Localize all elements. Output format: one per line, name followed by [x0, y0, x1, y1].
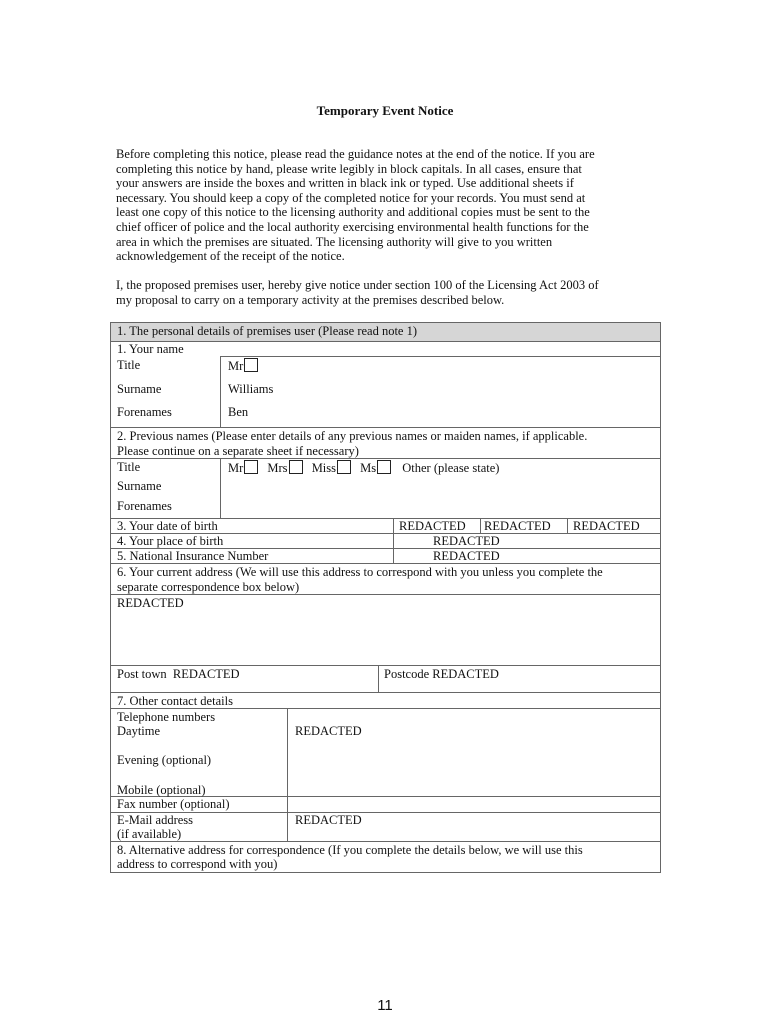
rule [110, 341, 661, 342]
intro-line: acknowledgement of the receipt of the notice. [116, 249, 345, 264]
dob-day[interactable]: REDACTED [399, 519, 466, 533]
postcode-value[interactable]: REDACTED [432, 667, 499, 681]
nin-label: 5. National Insurance Number [117, 549, 269, 563]
rule [660, 322, 661, 873]
address-value[interactable]: REDACTED [117, 596, 184, 610]
previous-forenames-label: Forenames [117, 499, 172, 513]
rule [220, 356, 221, 427]
rule [220, 458, 221, 518]
intro-line: area in which the premises are situated. The licensing authority will give to you written [116, 234, 553, 249]
rule [287, 708, 288, 841]
rule [220, 356, 661, 357]
intro-line: necessary. You should keep a copy of the completed notice for your records. You must send at [116, 190, 586, 205]
rule [110, 841, 661, 842]
rule [378, 665, 379, 692]
alt-address-note: address to correspond with you) [117, 857, 278, 871]
other-label: Other (please state) [402, 461, 500, 475]
ms-label: Ms [360, 461, 377, 475]
daytime-value[interactable]: REDACTED [295, 724, 362, 738]
mr-label: Mr [228, 461, 244, 475]
document-title: Temporary Event Notice [316, 103, 454, 118]
address-label: 6. Your current address (We will use this address to correspond with you unless you complete the [117, 565, 603, 579]
rule [567, 518, 568, 533]
declaration-line: I, the proposed premises user, hereby give notice under section 100 of the Licensing Act 2003 of [116, 278, 599, 292]
alt-address-label: 8. Alternative address for correspondence (If you complete the details below, we will use this [117, 843, 583, 857]
rule [110, 322, 661, 323]
forenames-value[interactable]: Ben [228, 405, 249, 419]
miss-checkbox[interactable] [337, 460, 351, 474]
rule [110, 322, 111, 873]
email-value[interactable]: REDACTED [295, 813, 362, 827]
dob-month[interactable]: REDACTED [484, 519, 551, 533]
previous-names-note: Please continue on a separate sheet if necessary) [117, 444, 359, 458]
rule [110, 692, 661, 693]
postcode-label: Postcode [384, 667, 430, 681]
nin-value[interactable]: REDACTED [433, 549, 500, 563]
mobile-label: Mobile (optional) [117, 783, 206, 797]
email-note: (if available) [117, 827, 182, 841]
previous-names-label: 2. Previous names (Please enter details of any previous names or maiden names, if applicable. [117, 429, 588, 443]
mr-label: Mr [228, 359, 244, 373]
intro-line: chief officer of police and the local authority exercising environmental health functions for the [116, 219, 589, 234]
dob-year[interactable]: REDACTED [573, 519, 640, 533]
mr-checkbox[interactable] [244, 460, 258, 474]
surname-label: Surname [117, 382, 162, 396]
section1-header: 1. The personal details of premises user (Please read note 1) [117, 324, 418, 338]
declaration-paragraph [116, 278, 656, 307]
dob-label: 3. Your date of birth [117, 519, 218, 533]
title-label: Title [117, 358, 141, 372]
mrs-checkbox[interactable] [289, 460, 303, 474]
intro-paragraph [116, 147, 656, 264]
previous-title-label: Title [117, 460, 141, 474]
rule [110, 563, 661, 564]
rule [480, 518, 481, 533]
mrs-label: Mrs [267, 461, 288, 475]
pob-value[interactable]: REDACTED [433, 534, 500, 548]
rule [110, 665, 661, 666]
post-town-value[interactable]: REDACTED [172, 667, 240, 681]
ms-checkbox[interactable] [377, 460, 391, 474]
intro-line: least one copy of this notice to the licensing authority and additional copies must be sent to the [116, 205, 590, 220]
email-label: E-Mail address [117, 813, 194, 827]
intro-line: Before completing this notice, please read the guidance notes at the end of the notice. If you are [116, 147, 595, 161]
post-town-label: Post town [117, 667, 167, 681]
rule [110, 872, 661, 873]
mr-checkbox[interactable] [244, 358, 258, 372]
address-note: separate correspondence box below) [117, 580, 300, 594]
previous-title-options [228, 460, 499, 475]
post-town-field [117, 667, 240, 681]
forenames-label: Forenames [117, 405, 172, 419]
miss-label: Miss [311, 461, 337, 475]
pob-label: 4. Your place of birth [117, 534, 224, 548]
fax-label: Fax number (optional) [117, 797, 230, 811]
page-number: 11 [377, 997, 393, 1014]
rule [110, 708, 661, 709]
rule [110, 427, 661, 428]
rule [393, 518, 394, 563]
postcode-field [384, 667, 499, 681]
other-contact-label: 7. Other contact details [117, 694, 233, 708]
rule [110, 594, 661, 595]
rule [110, 458, 661, 459]
surname-value[interactable]: Williams [228, 382, 274, 396]
daytime-label: Daytime [117, 724, 161, 738]
title-option-mr [228, 358, 258, 373]
your-name-label: 1. Your name [117, 342, 184, 356]
declaration-line: my proposal to carry on a temporary activity at the premises described below. [116, 292, 505, 307]
previous-surname-label: Surname [117, 479, 162, 493]
telephone-label: Telephone numbers [117, 710, 216, 724]
evening-label: Evening (optional) [117, 753, 212, 767]
intro-line: your answers are inside the boxes and written in black ink or typed. Use additional sheets if [116, 176, 574, 191]
intro-line: completing this notice by hand, please write legibly in block capitals. In all cases, ensure that [116, 161, 582, 176]
